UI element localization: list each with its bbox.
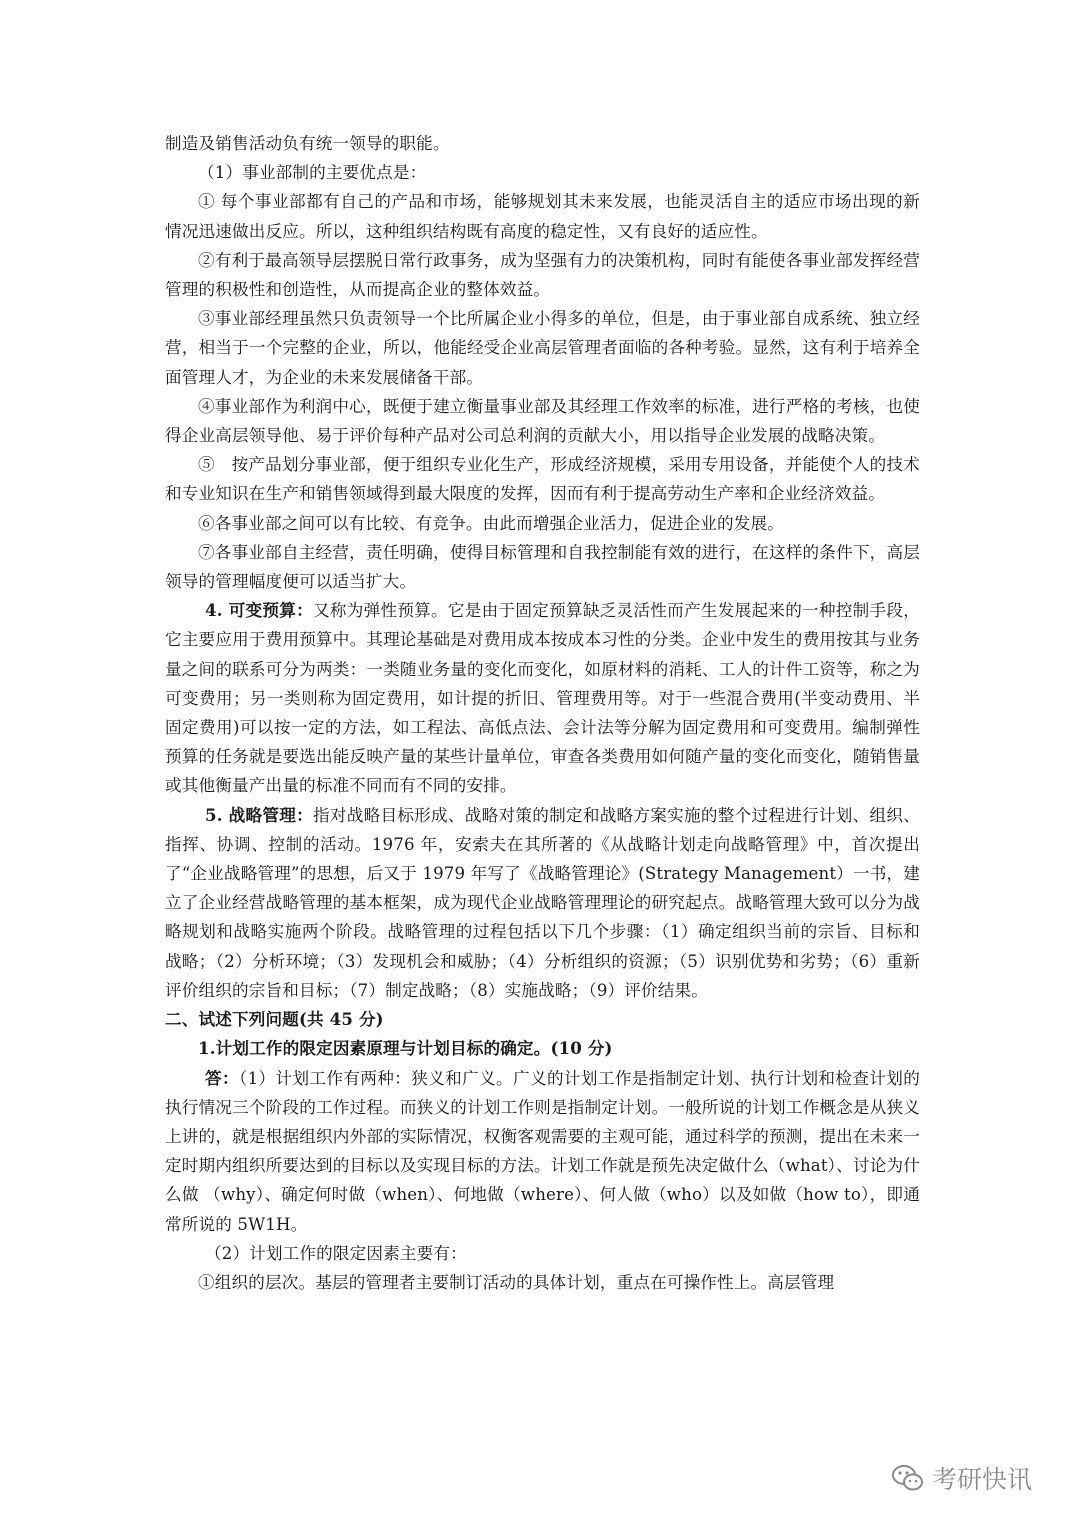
paragraph-advantage-4: ④事业部作为利润中心，既便于建立衡量事业部及其经理工作效率的标准，进行严格的考核，也使得企业高层领导他、易于评价每种产品对公司总利润的贡献大小，用以指导企业发展的战略决策。 bbox=[165, 396, 920, 446]
watermark bbox=[890, 1460, 1032, 1496]
section-heading: 二、试述下列问题(共 45 分) bbox=[165, 1009, 384, 1030]
paragraph-limiting-factors: （2）计划工作的限定因素主要有： bbox=[205, 1243, 467, 1263]
term-variable-budget-label: 4. 可变预算： bbox=[205, 600, 313, 621]
paragraph-advantage-3: ③事业部经理虽然只负责领导一个比所属企业小得多的单位，但是，由于事业部自成系统、独立经营，相当于一个完整的企业，所以，他能经受企业高层管理者面临的各种考验。显然，这有利于培养全面管理人才，为企业的未来发展储备干部。 bbox=[165, 309, 920, 387]
answer-paragraph bbox=[165, 1064, 920, 1239]
watermark-text: 考研快讯 bbox=[932, 1465, 1033, 1494]
term-strategic-management-label: 5. 战略管理： bbox=[205, 804, 313, 825]
paragraph-advantage-6: ⑥各事业部之间可以有比较、有竞争。由此而增强企业活力，促进企业的发展。 bbox=[198, 513, 785, 533]
term-strategic-management bbox=[165, 801, 920, 1005]
paragraph-advantage-2: ②有利于最高领导层摆脱日常行政事务，成为坚强有力的决策机构，同时有能使各事业部发挥经营管理的积极性和创造性，从而提高企业的整体效益。 bbox=[165, 250, 920, 300]
question-heading: 1.计划工作的限定因素原理与计划目标的确定。(10 分) bbox=[198, 1038, 613, 1059]
wechat-icon bbox=[890, 1463, 926, 1493]
answer-label: 答： bbox=[205, 1067, 239, 1088]
paragraph-advantages-heading: （1）事业部制的主要优点是： bbox=[198, 163, 427, 183]
term-variable-budget-text: 又称为弹性预算。它是由于固定预算缺乏灵活性而产生发展起来的一种控制手段，它主要应用于费用预算中。其理论基础是对费用成本按成本习性的分类。企业中发生的费用按其与业务量之间的联系可分为两类：一类随业务量的变化而变化，如原材料的消耗、工人的计件工资等，称之为可变费用；另一类则称为固定费用，如计提的折旧、管理费用等。对于一些混合费用(半变动费用、半固定费用)可以按一定的方法，如工程法、高低点法、会计法等分解为固定费用和可变费用。编制弹性预算的任务就是要选出能反映产量的某些计量单位，审查各类费用如何随产量的变化而变化，随销售量或其他衡量产出量的标准不同而有不同的安排。 bbox=[165, 601, 920, 796]
paragraph-continuation: 制造及销售活动负有统一领导的职能。 bbox=[165, 134, 450, 153]
paragraph-advantage-7: ⑦各事业部自主经营，责任明确，使得目标管理和自我控制能有效的进行，在这样的条件下，高层领导的管理幅度便可以适当扩大。 bbox=[165, 542, 920, 592]
answer-text: （1）计划工作有两种：狭义和广义。广义的计划工作是指制定计划、执行计划和检查计划的执行情况三个阶段的工作过程。而狭义的计划工作则是指制定计划。一般所说的计划工作概念是从狭义上讲的，就是根据组织内外部的实际情况，权衡客观需要的主观可能，通过科学的预测，提出在未来一定时期内组织所要达到的目标以及实现目标的方法。计划工作就是预先决定做什么（what）、讨论为什么做 （why）、确定何时做（when）、何地做（where）、何人做（who）以及如做（how to），即通常所说的 5W1H。 bbox=[165, 1068, 920, 1234]
document-body bbox=[165, 129, 920, 1297]
paragraph-factor-1: ①组织的层次。基层的管理者主要制订活动的具体计划，重点在可操作性上。高层管理 bbox=[198, 1272, 835, 1292]
term-variable-budget bbox=[165, 596, 920, 800]
paragraph-advantage-1: ① 每个事业部都有自己的产品和市场，能够规划其未来发展，也能灵活自主的适应市场出现的新情况迅速做出反应。所以，这种组织结构既有高度的稳定性，又有良好的适应性。 bbox=[165, 192, 920, 241]
term-strategic-management-text: 指对战略目标形成、战略对策的制定和战略方案实施的整个过程进行计划、组织、指挥、协调、控制的活动。1976 年，安索夫在其所著的《从战略计划走向战略管理》中，首次提出了“企业战略管理”的思想，后又于 1979 年写了《战略管理论》(Strategy Management）一书，建立了企业经营战略管理的基本框架，成为现代企业战略管理理论的研究起点。战略管理大致可以分为战略规划和战略实施两个阶段。战略管理的过程包括以下几个步骤：（1）确定组织当前的宗旨、目标和战略；（2）分析环境；（3）发现机会和威胁；（4）分析组织的资源；（5）识别优势和劣势；（6）重新评价组织的宗旨和目标；（7）制定战略；（8）实施战略；（9）评价结果。 bbox=[165, 805, 920, 1000]
paragraph-advantage-5: ⑤ 按产品划分事业部，便于组织专业化生产，形成经济规模，采用专用设备，并能使个人的技术和专业知识在生产和销售领域得到最大限度的发挥，因而有利于提高劳动生产率和企业经济效益。 bbox=[165, 455, 920, 504]
